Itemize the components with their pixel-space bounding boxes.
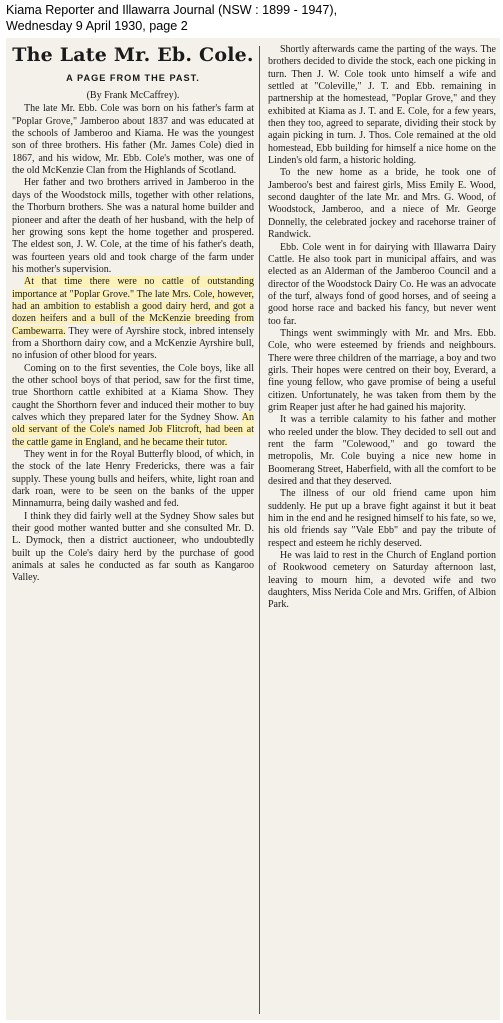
paragraph: Things went swimmingly with Mr. and Mrs. Ebb. Cole, who were esteemed by friends and neighbours. There were three children of the marriage, a boy and two girls. Their hopes were centred on their boy, Everard, a fine young fellow, who gave promise of being a useful citizen. Unfortunately, he was taken from them by the grim Reaper just after he had gained his majority.	[268, 327, 496, 413]
left-column	[12, 44, 254, 1016]
paragraph: Shortly afterwards came the parting of the ways. The brothers decided to divide the stock, each one picking in turn. Then J. W. Cole took unto himself a wife and settled at "Coleville," J. T. and Ebb. remaining in partnership at the homestead, "Poplar Grove," and they exhibited at Kiama as J. T. and E. Cole, for a few years, then they too, agreed to separate, dividing their stock by again picking in turn. J. Thos. Cole remained at the old homestead, Ebb building for himself a nice home on the Linden's old farm, a historic holding.	[268, 44, 496, 167]
paragraph: To the new home as a bride, he took one of Jamberoo's best and fairest girls, Miss Emily E. Wood, second daughter of the late Mr. and Mrs. G. Wood, of Woodstock, Jamberoo, and a niece of Mr. George Donnelly, the celebrated jockey and racehorse trainer of Randwick.	[268, 167, 496, 241]
caption-line-1: Kiama Reporter and Illawarra Journal (NSW : 1899 - 1947),	[6, 3, 338, 17]
newspaper-clipping	[6, 38, 500, 1020]
paragraph-text: They were of Ayrshire stock, inbred intensely from a Shorthorn dairy cow, and a McKenzie Ayrshire bull, no infusion of other blood for years.	[12, 325, 254, 362]
paragraph: Her father and two brothers arrived in Jamberoo in the days of the Woodstock mills, together with other relations, the Thorburn brothers. She was a natural home builder and pioneer and after the death of her husband, with the help of her growing sons kept the home together and prospered. The eldest son, J. W. Cole, at the time of his father's death, was fourteen years old and took charge of the farm under his mother's supervision.	[12, 177, 254, 275]
paragraph-with-highlight	[12, 363, 254, 449]
paragraph: The illness of our old friend came upon him suddenly. He put up a brave fight against it but it beat him in the end and he resigned himself to his fate, so we, his old friends say "Vale Ebb" and pay the tribute of respect and esteem he richly deserved.	[268, 488, 496, 549]
right-column	[268, 44, 496, 1016]
highlighted-passage: An old servant of the Cole's named Job Flitcroft, had been at the cattle game in England, and he became their tutor.	[12, 412, 254, 448]
paragraph: Ebb. Cole went in for dairying with Illawarra Dairy Cattle. He also took part in municipal affairs, and was elected as an Alderman of the Jamberoo Council and a director of the Woodstock Dairy Co. He was an advocate of the turf, always fond of good horses, and of seeing a good horse race and backed his fancy, but never went too far.	[268, 241, 496, 327]
article-subheading: A PAGE FROM THE PAST.	[66, 73, 200, 83]
paragraph: The late Mr. Ebb. Cole was born on his father's farm at "Poplar Grove," Jamberoo about 1837 and was educated at the schools of Jamberoo and Kiama. He was the youngest son of three brothers. His father (Mr. James Cole) died in 1867, and his widow, Mr. Ebb. Cole's mother, was one of the old McKenzie Clan from the Highlands of Scotland.	[12, 103, 254, 177]
column-divider	[259, 46, 260, 1014]
paragraph: They went in for the Royal Butterfly blood, of which, in the stock of the late Henry Fredericks, there was a fair supply. These young bulls and heifers, white, light roan and dark roan, were to be seen on the banks of the upper Minnamurra, being daily washed and fed.	[12, 449, 254, 510]
paragraph: It was a terrible calamity to his father and mother who reeled under the blow. They decided to sell out and rent the farm "Colewood," and go toward the metropolis, Mr. Cole buying a nice new home in Boomerang Street, Haberfield, with all the comfort to be desired and that they deserved.	[268, 414, 496, 488]
caption-line-2: Wednesday 9 April 1930, page 2	[6, 19, 188, 33]
paragraph: I think they did fairly well at the Sydney Show sales but their good mother wanted butter and she consulted Mr. D. L. Dymock, then a district auctioneer, who undoubtedly built up the Cole's dairy herd by the purchase of good animals at sales he conducted as far south as Kangaroo Valley.	[12, 510, 254, 584]
article-byline: (By Frank McCaffrey).	[86, 90, 180, 101]
source-caption	[6, 2, 501, 34]
paragraph-with-highlight	[12, 276, 254, 362]
highlighted-passage: At that time there were no cattle of outstanding importance at "Poplar Grove." The late Mrs. Cole, however, had an ambition to establish a good dairy herd, and got a dozen heifers and a bull of the McKenzie breeding from Cambewarra.	[12, 276, 254, 337]
paragraph: He was laid to rest in the Church of England portion of Rookwood cemetery on Saturday afternoon last, leaving to mourn him, a devoted wife and two daughters, Miss Nerida Cole and Mrs. Griffen, of Albion Park.	[268, 550, 496, 611]
article-headline: The Late Mr. Eb. Cole.	[12, 44, 254, 66]
paragraph-text: Coming on to the first seventies, the Cole boys, like all the other school boys of that period, saw for the first time, true Shorthorn cattle exhibited at a Kiama Show. They caught the Shorthorn fever and induced their mother to buy calves which they prepared later for the Sydney Show.	[12, 362, 254, 423]
